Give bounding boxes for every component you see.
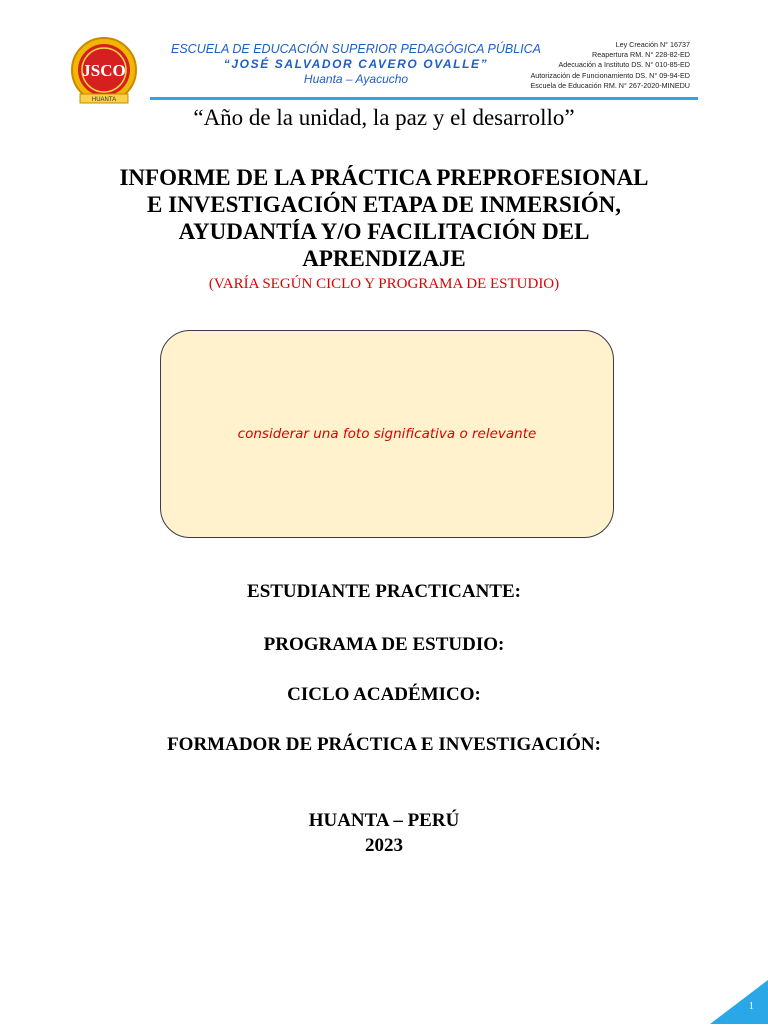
year-label: 2023 [365,835,403,856]
photo-placeholder [160,330,614,538]
institution-type: ESCUELA DE EDUCACIÓN SUPERIOR PEDAGÓGICA PÚBLICA [171,42,541,56]
trainer-field-label: FORMADOR DE PRÁCTICA E INVESTIGACIÓN: [167,734,601,755]
institution-logo [70,36,138,108]
student-field-label: ESTUDIANTE PRACTICANTE: [247,581,521,602]
institution-name: “JOSÉ SALVADOR CAVERO OVALLE” [223,57,489,71]
header-divider [150,97,698,100]
legal-line: Reapertura RM. N° 228-82-ED [592,50,690,60]
report-title [40,164,728,272]
title-line: INFORME DE LA PRÁCTICA PREPROFESIONAL [119,165,649,190]
page-corner-icon [710,980,768,1024]
legal-references [508,40,690,91]
legal-line: Adecuación a Instituto DS. N° 010-85-ED [558,60,690,70]
institution-seal-icon [70,36,138,108]
cycle-field-label: CICLO ACADÉMICO: [287,684,481,705]
page-number: 1 [748,1000,754,1012]
title-line: E INVESTIGACIÓN ETAPA DE INMERSIÓN, [147,192,621,217]
header-institution-block [150,42,562,87]
legal-line: Escuela de Educación RM. N° 267-2020-MINEDU [530,80,690,90]
report-subtitle: (VARÍA SEGÚN CICLO Y PROGRAMA DE ESTUDIO) [208,276,560,292]
year-motto: “Año de la unidad, la paz y el desarrollo” [193,105,575,130]
place-label: HUANTA – PERÚ [308,810,460,831]
institution-location: Huanta – Ayacucho [303,72,409,86]
title-line: APRENDIZAJE [302,246,466,271]
title-line: AYUDANTÍA Y/O FACILITACIÓN DEL [178,219,590,244]
legal-line: Autorización de Funcionamiento DS. N° 09-94-ED [530,70,690,80]
page-number-badge [710,980,768,1024]
legal-line: Ley Creación N° 16737 [615,40,690,49]
logo-ribbon: HUANTA [91,97,117,103]
logo-letters: JSCO [82,61,126,80]
program-field-label: PROGRAMA DE ESTUDIO: [263,634,505,655]
photo-placeholder-text: considerar una foto significativa o relevante [237,426,537,442]
